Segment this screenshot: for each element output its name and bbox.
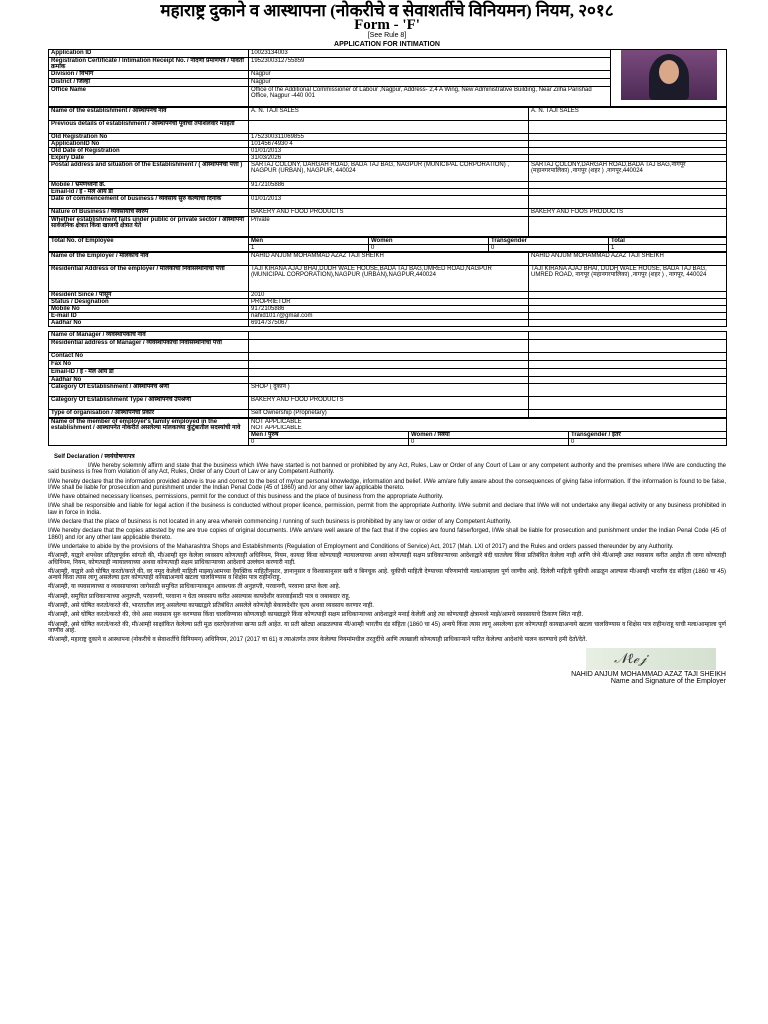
field-value [249, 361, 529, 369]
employee-count-table [48, 237, 727, 252]
field-value: 9172105886 [249, 182, 529, 189]
field-label: Postal address and situation of the Establishment / ( आस्थापनेचा पत्ता ) [49, 162, 249, 182]
family-member-2: NOT APPLICABLE [249, 425, 727, 432]
field-value: 1952300312755859 [249, 58, 611, 71]
field-label: Name of the member of employer's family employed in the establishment / आस्थापनेत नोकरीत असलेल्या मालकाच्या कुटुंबातील सदस्यांची नावे [49, 419, 249, 446]
declaration-paragraph: I/We shall be responsible and liable for legal action if the business is conducted without proper licence, permission, permit from the appropriate Authority. I/We submit and declare that I/We will not undertake any illegal activity or any business prohibited in law in force in India. [48, 503, 726, 516]
table-row [49, 369, 727, 377]
declaration-paragraph: मी/आम्ही, महाराष्ट्र दुकाने व आस्थापना (नोकरीचे व सेवाशर्तीचे विनियमन) अधिनियम, 2017 (2017 चा 61) व त्याअंतर्गत तयार केलेल्या नियमांमधील तरतुदींचे आणि त्याखाली कोणत्याही प्राधिकाऱ्याने पारित केलेल्या आदेशांचे पालन करण्याचे हमी देतो/देते. [48, 637, 588, 644]
family-header-transgender: Transgender / इतर [569, 432, 727, 439]
employer-name: NAHID ANJUM MOHAMMAD AZAZ TAJI SHEIKH [571, 670, 726, 678]
table-row [49, 306, 727, 313]
field-label: Fax No [49, 361, 249, 369]
field-value [529, 361, 727, 369]
employee-header-total: Total [609, 238, 727, 245]
table-row [49, 361, 727, 369]
table-row [49, 253, 727, 266]
table-row [49, 121, 727, 134]
table-row [49, 266, 727, 292]
field-label: Old Date of Registration [49, 148, 249, 155]
field-value [529, 292, 727, 299]
declaration-body [48, 463, 726, 644]
declaration-paragraph: I/We declare that the place of business is not located in any area wherein commencing / running of such business is prohibited by any law or order of any Competent Authority. [48, 519, 512, 526]
field-value [529, 320, 727, 327]
table-row [49, 141, 727, 148]
field-label: Email-ID / ई - मेल आय डी [49, 369, 249, 377]
field-value: PROPRIETOR [249, 299, 529, 306]
field-label: Nature of Business / व्यवसायाचे स्वरुप [49, 209, 249, 217]
field-label: Previous details of establishment / आस्थापनेची पूर्वीची तपशिलवार माहिती [49, 121, 249, 134]
table-row [49, 397, 727, 410]
table-row [49, 134, 727, 141]
table-row [49, 377, 727, 384]
field-value [249, 377, 529, 384]
field-label: Status / Designation [49, 299, 249, 306]
family-header-women: Women / स्त्रिया [409, 432, 569, 439]
field-label: Application ID [49, 50, 249, 58]
field-value [529, 377, 727, 384]
field-value: Self Ownership (Proprietary) [249, 410, 529, 418]
field-value [529, 313, 727, 320]
field-value: TAJI KIRANA AJAJ BHAI,DUDH WALE HOUSE,BADA TAJ BAG,UMRED ROAD,NAGPUR (MUNICIPAL CORPORATION),NAGPUR (URBAN),NAGPUR,440024 [249, 266, 529, 292]
table-row [49, 108, 727, 121]
field-label: Whether establishment falls under public or private sector / आस्थापना सार्वजनिक क्षेत्रात किंवा खाजगी क्षेत्रात येते [49, 217, 249, 237]
table-row [49, 313, 727, 320]
field-value [249, 340, 529, 353]
field-value [249, 353, 529, 361]
declaration-paragraph: मी/आम्ही, समुचित प्राधिकाऱ्याच्या अनुज्ञप्ती, परवानगी, परवाना न घेता व्यवसाय करीत असल्यास कायदेशीर कारवाईसाठी पात्र व जबाबदार राहू. [48, 593, 351, 600]
field-value [529, 134, 727, 141]
field-value [529, 196, 727, 209]
field-value [529, 306, 727, 313]
field-value: BAKERY AND FOOS PRODUCTS [529, 209, 727, 217]
field-value: 01/01/2013 [249, 196, 529, 209]
details-table [48, 49, 727, 107]
establishment-table [48, 107, 727, 237]
field-label: Mobile No [49, 306, 249, 313]
signature-label: Name and Signature of the Employer [610, 677, 726, 685]
table-row [49, 189, 727, 196]
declaration-paragraph: मी/आम्ही, असे घोषित करतो/करते की, जेथे असा व्यवसाय सुरु करण्यास किंवा चालविण्यास कोणत्याही कायद्याद्वारे किंवा कोणत्याही सक्षम प्राधिकाऱ्याच्या आदेशाद्वारे मनाई केलेली आहे त्या कोणत्याही क्षेत्रामध्ये माझे/आमचे व्यवसायाचे ठिकाण स्थित नाही. [48, 612, 584, 619]
family-count-women: 0 [409, 439, 569, 446]
field-value [529, 182, 727, 189]
field-label: Name of the establishment / आस्थापनेचे नाव [49, 108, 249, 121]
declaration-paragraph: I/We hereby solemnly affirm and state that the business which I/We have started is not banned or prohibited by any Act, Rules, Law or Order of any Court of Law or any competent authority and the premises where I/We are conducting the said business is free from violation of any Act, Rules, Order of any Court of Law or any Competent Authority. [48, 463, 726, 476]
field-value [249, 189, 529, 196]
table-row [49, 238, 727, 245]
declaration-paragraph: I/We undertake to abide by the provisions of the Maharashtra Shops and Establishments (Regulation of Employment and Conditions of Service) Act, 2017 (Mah. LXI of 2017) and the Rules and orders passed thereunder by any Authority. [48, 543, 674, 550]
family-header-men: Men / पुरुष [249, 432, 409, 439]
employee-header-women: Women [369, 238, 489, 245]
field-value: 31/03/2026 [249, 155, 529, 162]
field-value: 10023134003 [249, 50, 611, 58]
field-value [529, 384, 727, 397]
signature-image: 𝒩ℓℯ𝒿 [586, 648, 716, 670]
field-label: Expiry Date [49, 155, 249, 162]
field-label: Division / विभाग [49, 71, 249, 79]
table-row [49, 320, 727, 327]
field-value: Nagpur [249, 71, 611, 79]
field-value [529, 369, 727, 377]
field-value: nahid1017@gmail.com [249, 313, 529, 320]
field-value [249, 121, 529, 134]
table-row [49, 217, 727, 237]
table-row [49, 162, 727, 182]
field-value: A. N. TAJI SALES [529, 108, 727, 121]
field-label: Registration Certificate / Intimation Receipt No. / नोंदणी प्रमाणपत्र / पावती क्रमांक [49, 58, 249, 71]
field-value: 2010 [249, 292, 529, 299]
form-subtitle: APPLICATION FOR INTIMATION [334, 41, 440, 48]
table-row [49, 410, 727, 418]
field-label: Office Name [49, 87, 249, 107]
field-value: Office of the Additional Commissioner of Labour ,Nagpur, Address- 2,4 A Wing, New Administrative Building, Near Zilha Parishad Office, Nagpur -440 001 [249, 87, 611, 107]
form-number: Form - 'F' [354, 17, 420, 33]
field-value: 01/01/2013 [249, 148, 529, 155]
field-value [529, 217, 727, 237]
field-label: Resident Since / पासून [49, 292, 249, 299]
family-member-1: NOT APPLICABLE [249, 419, 727, 426]
field-label: Residential Address of the employer / मालकाचा निवासस्थानाचा पत्ता [49, 266, 249, 292]
employer-photo-image [621, 50, 717, 100]
field-value: NAHID ANJUM MOHAMMAD AZAZ TAJI SHEIKH [249, 253, 529, 266]
field-value [249, 369, 529, 377]
field-value: SHOP ( दुकान ) [249, 384, 529, 397]
table-row [49, 353, 727, 361]
employee-header-transgender: Transgender [489, 238, 609, 245]
table-row [49, 50, 727, 58]
table-row [49, 292, 727, 299]
field-value [529, 299, 727, 306]
form-title: महाराष्ट्र दुकाने व आस्थापना (नोकरीचे व सेवाशर्तीचे विनियमन) नियम, २०१८ [160, 1, 614, 20]
employer-photo [611, 50, 727, 107]
field-value: Private [249, 217, 529, 237]
declaration-paragraph: मी/आम्ही, असे घोषित करतो/करते की, भारतातील लागू असलेल्या कायद्याद्वारे प्रतिबंधित असलेले कोणतेही बेकायदेशीर कृत्य अथवा व्यवसाय करणार नाही. [48, 603, 374, 610]
field-value [529, 121, 727, 134]
field-value: TAJI KIRANA AJAJ BHAI, DUDH WALE HOUSE, BADA TAJ BAG, UMRED ROAD, नागपूर (महानगरपालिका) ,नागपूर (शहर ) , नागपूर, 440024 [529, 266, 727, 292]
declaration-paragraph: मी/आम्ही, असे घोषित करतो/करते की, मी/आम्ही साक्षांकित केलेल्या प्रती मूळ दस्तऐवजांच्या खऱ्या प्रती आहेत. या प्रती खोट्या आढळल्यास मी/आम्ही भारतीय दंड संहिता (1860 चा 45) अन्वये किंवा त्यास लागू असलेल्या इतर कोणत्याही कायद्याअन्वये खटला चालविण्यास व शिक्षेस पात्र राहीन/राहू याची मला/आम्हाला पूर्ण जाणीव आहे. [48, 621, 726, 634]
field-label: ApplicationID No [49, 141, 249, 148]
table-row [49, 148, 727, 155]
field-label: Mobile / भ्रमणध्वनी क्र. [49, 182, 249, 189]
table-row [49, 340, 727, 353]
field-label: Name of the Employer / मालकाचे नाव [49, 253, 249, 266]
employee-count-men: 1 [249, 245, 369, 252]
table-row [49, 196, 727, 209]
field-label: E-mail ID [49, 313, 249, 320]
manager-table [48, 331, 727, 418]
table-row [49, 182, 727, 189]
employer-table [48, 252, 727, 327]
rule-reference: [See Rule 8] [367, 32, 407, 39]
field-label: District / जिल्हा [49, 79, 249, 87]
declaration-paragraph: मी/आम्ही, या व्यवसायाच्या व व्यवसायाच्या जागेसाठी समुचित प्राधिकाऱ्याकडून आवश्यक ती अनुज्ञप्ती, परवानगी, परवाना प्राप्त केला आहे. [48, 584, 341, 591]
signature-caption [571, 671, 726, 685]
field-value: Nagpur [249, 79, 611, 87]
declaration-title: Self Declaration / स्वयंघोषणापत्र [54, 454, 135, 460]
table-row [49, 209, 727, 217]
field-label: Category Of Establishment / आस्थापनेचे श्रेणी [49, 384, 249, 397]
field-label: Old Registration No [49, 134, 249, 141]
table-row [49, 384, 727, 397]
field-value: 1752300311069855 [249, 134, 529, 141]
declaration-paragraph: I/We have obtained necessary licenses, permissions, permit for the conduct of this business and the place of business from the appropriate Authority. [48, 494, 444, 501]
declaration-paragraph: मी/आम्ही, याद्वारे असे घोषित करतो/करते की, वर नमूद केलेली माहिती माझ्या/आमच्या वैयक्तिक माहितीनुसार, ज्ञानानुसार व विश्वासानुसार खरी व बिनचूक आहे. चुकीची माहिती देण्याच्या परिणामांची मला/आम्हाला पूर्ण जाणीव आहे. दिलेली माहिती चुकीची आढळून आल्यास मी/आम्ही भारतीय दंड संहिता (1860 चा 45) अन्वये किंवा त्यास लागू असलेल्या इतर कोणत्याही कायद्याअन्वये खटला चालविण्यास व शिक्षेस पात्र राहीन/राहू. [48, 568, 726, 582]
field-label: Date of commencement of business / व्यवसाय सुरु केल्याचा दिनांक [49, 196, 249, 209]
field-label: Residential address of Manager / व्यवस्थापकाचा निवासस्थानाचा पत्ता [49, 340, 249, 353]
employee-count-transgender: 0 [489, 245, 609, 252]
field-value [529, 353, 727, 361]
employee-count-women: 0 [369, 245, 489, 252]
field-value [529, 410, 727, 418]
employee-header-men: Men [249, 238, 369, 245]
field-label: Total No. of Employee [49, 238, 249, 252]
field-value: 10145674930 4 [249, 141, 529, 148]
field-value: 9172105886 [249, 306, 529, 313]
table-row [49, 299, 727, 306]
field-value: 69147375067 [249, 320, 529, 327]
field-value [529, 340, 727, 353]
signature-block [48, 648, 726, 684]
field-value [529, 189, 727, 196]
field-value [529, 332, 727, 340]
field-value [249, 332, 529, 340]
table-row [49, 332, 727, 340]
field-label: Contact No [49, 353, 249, 361]
field-value [529, 148, 727, 155]
field-value: A. N. TAJI SALES [249, 108, 529, 121]
field-label: Aadhar No [49, 377, 249, 384]
intimation-form [48, 0, 726, 684]
field-value: SARTAJ COLONY,DARGAH ROAD,BADA TAJ BAG,नागपूर (महानगरपालिका) ,नागपूर (शहर ) ,नागपूर,440024 [529, 162, 727, 182]
table-row [49, 155, 727, 162]
field-value [529, 397, 727, 410]
field-value [529, 141, 727, 148]
family-members-table [48, 418, 727, 446]
field-label: Aadhar No [49, 320, 249, 327]
family-count-men: 0 [249, 439, 409, 446]
family-count-transgender: 0 [569, 439, 727, 446]
field-value: SARTAJ COLONY, DARGAH ROAD, BADA TAJ BAG, NAGPUR (MUNICIPAL CORPORATION) , NAGPUR (URBAN), NAGPUR, 440024 [249, 162, 529, 182]
declaration-paragraph: मी/आम्ही, याद्वारे शपथेवर प्रतिज्ञापूर्वक सांगतो की, मी/आम्ही सुरु केलेला व्यवसाय कोणत्याही अधिनियम, नियम, कायदा किंवा कोणत्याही न्यायालयाच्या अथवा कोणत्याही सक्षम प्राधिकाऱ्याच्या आदेशाद्वारे बंदी घातलेला किंवा प्रतिबंधित केलेला नाही आणि जेथे मी/आम्ही उक्त व्यवसाय करीत आहोत ती जागा कोणताही अधिनियम, नियम, कोणत्याही न्यायालयाच्या अथवा कोणत्याही सक्षम प्राधिकाऱ्याच्या आदेशाचे उल्लंघन करणारी नाही. [48, 553, 726, 566]
field-value: BAKERY AND FOOD PRODUCTS [249, 209, 529, 217]
declaration-paragraph: I/We hereby declare that the information provided above is true and correct to the best of my/our personal knowledge, information and belief. I/We am/are fully aware about the consequences of giving false information. If the information is found to be false, I/We shall be liable for prosecution and punishment under the Indian Penal Code (45 of 1860) and /or any other law applicable thereto. [48, 478, 726, 491]
field-value: BAKERY AND FOOD PRODUCTS [249, 397, 529, 410]
field-label: Email-Id / ई - मेल आय डी [49, 189, 249, 196]
declaration-paragraph: I/We hereby declare that the copies attested by me are true copies of original documents. I/We am/are well aware of the fact that if the copies are found false/forged, I/We shall be liable for prosecution and punishment under the Indian Penal Code (45 of 1860) and /or any other law applicable thereto. [48, 528, 726, 541]
field-label: Category Of Establishment Type / आस्थापनेचे उपश्रेणी [49, 397, 249, 410]
employee-count-total: 1 [609, 245, 727, 252]
field-value [529, 155, 727, 162]
field-label: Name of Manager / व्यवस्थापकाचे नाव [49, 332, 249, 340]
field-label: Type of organisation / आस्थापनेचा प्रकार [49, 410, 249, 418]
field-value: NAHID ANJUM MOHAMMAD AZAZ TAJI SHEIKH [529, 253, 727, 266]
